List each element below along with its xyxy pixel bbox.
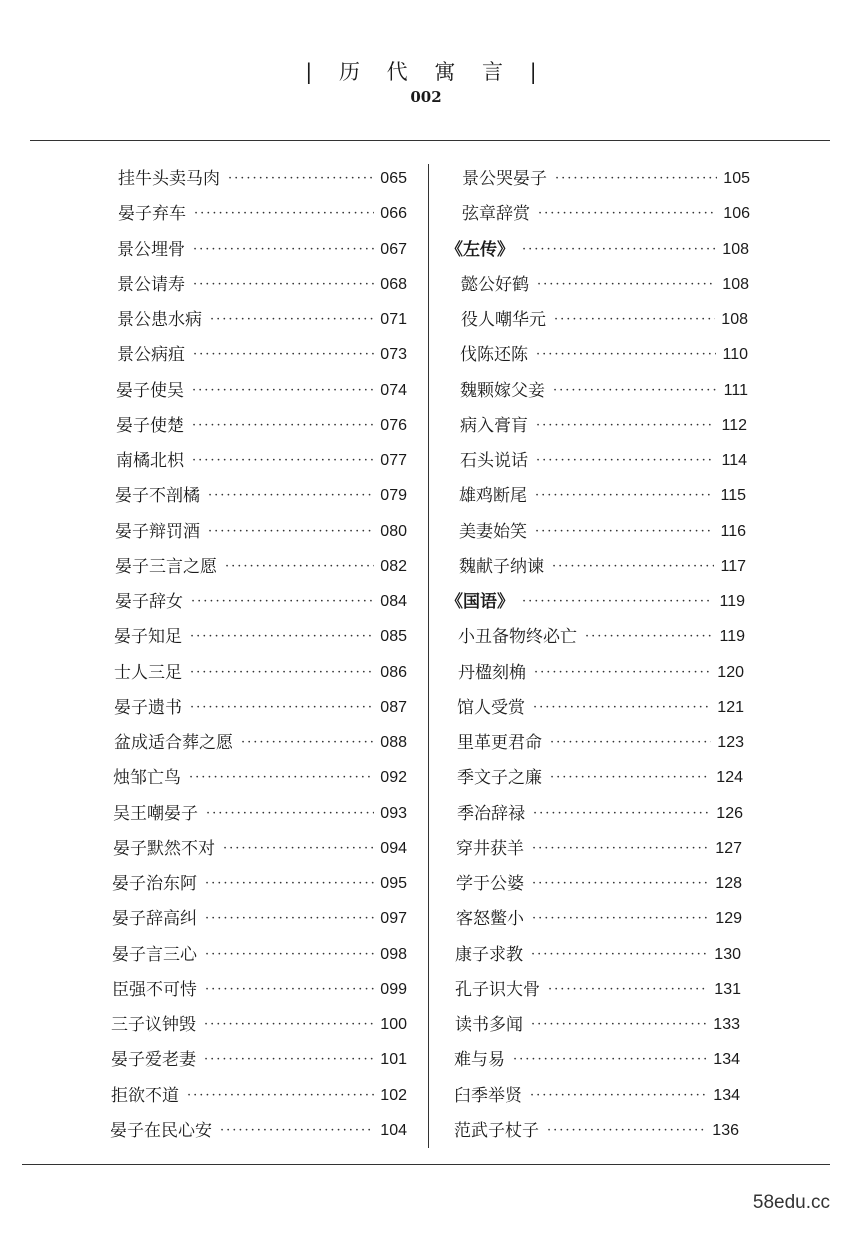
dot-leader <box>537 272 716 298</box>
toc-entry <box>113 801 407 827</box>
toc-entry <box>460 378 748 404</box>
toc-entry-title: 读书多闻 <box>455 1015 523 1035</box>
dot-leader <box>553 378 718 404</box>
dot-leader <box>192 378 374 404</box>
toc-entry <box>454 1083 740 1109</box>
dot-leader <box>193 272 374 298</box>
toc-entry-page: 117 <box>720 557 746 575</box>
toc-entry-page: 108 <box>722 275 749 293</box>
toc-entry-page: 136 <box>712 1121 739 1139</box>
toc-entry <box>115 483 407 509</box>
toc-entry-title: 晏子三言之愿 <box>115 556 217 577</box>
toc-entry-title: 晏子治东阿 <box>112 874 197 894</box>
dot-leader <box>536 413 715 439</box>
toc-entry-page: 076 <box>380 416 407 434</box>
toc-entry <box>116 448 407 474</box>
toc-entry <box>460 413 747 439</box>
toc-entry <box>114 730 407 756</box>
toc-entry-page: 112 <box>721 416 747 434</box>
toc-entry-title: 臼季举贤 <box>454 1085 522 1106</box>
toc-entry-title: 景公患水病 <box>117 310 202 330</box>
toc-entry-title: 季冶辞禄 <box>457 803 525 824</box>
toc-entry-page: 092 <box>380 769 407 787</box>
toc-entry-page: 124 <box>716 769 743 787</box>
toc-entry <box>456 906 742 932</box>
toc-entry-title: 弦章辞赏 <box>462 204 530 225</box>
toc-entry-page: 077 <box>380 452 407 469</box>
toc-entry-page: 068 <box>380 275 407 293</box>
toc-entry-page: 123 <box>717 734 744 751</box>
toc-entry <box>115 589 407 615</box>
toc-entry-page: 110 <box>722 346 748 364</box>
toc-entry-page: 119 <box>719 628 745 646</box>
toc-entry-page: 065 <box>380 170 407 187</box>
toc-entry-page: 119 <box>719 593 745 610</box>
dot-leader <box>220 1118 374 1144</box>
toc-entry-title: 难与易 <box>454 1050 505 1071</box>
dot-leader <box>191 589 374 615</box>
toc-entry-page: 101 <box>380 1051 407 1069</box>
dot-leader <box>513 1047 707 1073</box>
toc-entry <box>455 942 741 968</box>
toc-entry <box>455 977 741 1003</box>
toc-entry <box>115 519 407 545</box>
toc-entry <box>456 871 742 897</box>
toc-entry-page: 108 <box>721 311 748 328</box>
dot-leader <box>193 342 374 368</box>
dot-leader <box>530 1083 707 1109</box>
toc-entry <box>110 1118 407 1144</box>
toc-entry <box>455 1012 740 1038</box>
toc-entry-title: 晏子辞女 <box>115 592 183 612</box>
dot-leader <box>205 871 374 897</box>
toc-entry-page: 084 <box>380 593 407 610</box>
toc-entry-page: 098 <box>380 945 407 963</box>
footer-rule <box>22 1164 830 1165</box>
toc-entry <box>462 166 750 192</box>
toc-entry-title: 挂牛头卖马肉 <box>118 169 220 189</box>
toc-entry-page: 106 <box>723 205 750 223</box>
toc-entry-page: 126 <box>716 804 743 822</box>
dot-leader <box>204 1012 374 1038</box>
toc-entry-page: 082 <box>380 557 407 575</box>
toc-entry-page: 130 <box>714 945 741 963</box>
toc-entry-title: 晏子言三心 <box>112 944 197 965</box>
dot-leader <box>205 942 374 968</box>
toc-entry <box>117 342 407 368</box>
toc-entry-title: 臣强不可恃 <box>112 979 197 1000</box>
toc-entry <box>111 1083 407 1109</box>
toc-entry-title: 烛邹亡鸟 <box>113 768 181 789</box>
toc-entry-title: 景公哭晏子 <box>462 169 547 189</box>
dot-leader <box>225 554 374 580</box>
toc-entry <box>457 730 744 756</box>
toc-entry-title: 伐陈还陈 <box>460 345 528 366</box>
toc-entry-title: 病入膏肓 <box>460 415 528 436</box>
toc-entry <box>117 272 407 298</box>
toc-entry-page: 085 <box>380 628 407 646</box>
toc-entry-title: 士人三足 <box>114 662 182 683</box>
dot-leader <box>241 730 374 756</box>
dot-leader <box>522 589 713 615</box>
toc-entry-page: 102 <box>380 1086 407 1104</box>
dot-leader <box>205 977 374 1003</box>
toc-entry-title: 晏子辞高纠 <box>112 909 197 930</box>
toc-entry-page: 127 <box>715 839 742 857</box>
page-number: 002 <box>410 88 442 106</box>
dot-leader <box>192 448 374 474</box>
toc-entry <box>113 836 407 862</box>
toc-entry-page: 134 <box>713 1051 740 1069</box>
toc-entry-title: 穿井获羊 <box>456 838 524 859</box>
toc-entry-page: 121 <box>717 698 744 716</box>
toc-entry <box>116 413 407 439</box>
toc-entry-page: 074 <box>380 381 407 399</box>
toc-entry-page: 095 <box>380 875 407 892</box>
toc-entry-title: 馆人受赏 <box>457 697 525 718</box>
toc-entry-page: 108 <box>722 240 749 258</box>
toc-entry-page: 099 <box>380 980 407 998</box>
toc-section-heading <box>446 237 749 263</box>
dot-leader <box>550 730 711 756</box>
dot-leader <box>531 942 708 968</box>
toc-entry <box>461 272 749 298</box>
toc-entry-title: 役人嘲华元 <box>461 310 546 330</box>
toc-entry <box>454 1118 739 1144</box>
toc-entry-page: 073 <box>380 346 407 364</box>
toc-entry-title: 晏子弃车 <box>118 204 186 225</box>
dot-leader <box>533 695 711 721</box>
dot-leader <box>187 1083 374 1109</box>
toc-entry <box>457 765 743 791</box>
toc-entry-page: 115 <box>720 487 746 505</box>
dot-leader <box>522 237 716 263</box>
toc-entry <box>117 307 407 333</box>
watermark: 58edu.cc <box>752 1192 830 1213</box>
toc-entry-title: 三子议钟毁 <box>111 1015 196 1035</box>
dot-leader <box>206 801 374 827</box>
toc-entry <box>114 660 407 686</box>
dot-leader <box>531 1012 707 1038</box>
dot-leader <box>204 1047 374 1073</box>
toc-entry-title: 拒欲不道 <box>111 1085 179 1106</box>
toc-entry-page: 093 <box>380 804 407 822</box>
toc-entry-title: 《国语》 <box>446 592 514 612</box>
toc-section-heading <box>446 589 745 615</box>
toc-entry-title: 晏子使吴 <box>116 380 184 401</box>
column-divider <box>428 164 429 1148</box>
toc-entry-page: 086 <box>380 663 407 681</box>
dot-leader <box>533 801 710 827</box>
dot-leader <box>555 166 717 192</box>
dot-leader <box>532 871 709 897</box>
toc-entry-title: 晏子在民心安 <box>110 1120 212 1141</box>
dot-leader <box>205 906 374 932</box>
toc-entry <box>460 342 748 368</box>
toc-entry-title: 雄鸡断尾 <box>459 486 527 507</box>
dot-leader <box>547 1118 706 1144</box>
toc-entry-page: 067 <box>380 240 407 258</box>
toc-entry-title: 孔子识大骨 <box>455 979 540 1000</box>
toc-entry <box>115 554 407 580</box>
toc-entry-title: 学于公婆 <box>456 874 524 894</box>
toc-entry-page: 105 <box>723 170 750 187</box>
dot-leader <box>548 977 708 1003</box>
toc-entry-page: 088 <box>380 734 407 751</box>
toc-entry-title: 客怒鳖小 <box>456 909 524 930</box>
toc-entry-title: 吴王嘲晏子 <box>113 803 198 824</box>
toc-entry <box>459 483 746 509</box>
toc-entry-title: 景公病疽 <box>117 345 185 366</box>
dot-leader <box>193 237 374 263</box>
toc-entry <box>457 695 744 721</box>
toc-entry-title: 懿公好鹤 <box>461 274 529 295</box>
toc-entry-title: 魏颗嫁父妾 <box>460 380 545 401</box>
toc-entry-page: 079 <box>380 487 407 505</box>
toc-entry-title: 里革更君命 <box>457 733 542 753</box>
toc-entry <box>114 624 407 650</box>
toc-entry-title: 丹楹刻桷 <box>458 662 526 683</box>
running-head-title: | 历 代 寓 言 | <box>305 60 547 84</box>
dot-leader <box>208 483 374 509</box>
toc-entry-title: 美妻始笑 <box>459 521 527 542</box>
toc-entry <box>454 1047 740 1073</box>
dot-leader <box>532 906 709 932</box>
toc-entry <box>111 1047 407 1073</box>
toc-entry-page: 097 <box>380 910 407 928</box>
dot-leader <box>550 765 710 791</box>
toc-entry-page: 080 <box>380 522 407 540</box>
toc-entry <box>112 871 407 897</box>
toc-entry <box>112 942 407 968</box>
toc-entry <box>459 519 746 545</box>
toc-entry-page: 128 <box>715 875 742 892</box>
toc-entry-title: 盆成适合葬之愿 <box>114 733 233 753</box>
dot-leader <box>535 519 714 545</box>
toc-entry-page: 114 <box>721 452 747 469</box>
dot-leader <box>538 201 717 227</box>
toc-entry-title: 石头说话 <box>460 451 528 471</box>
toc-entry <box>113 765 407 791</box>
toc-entry <box>462 201 750 227</box>
toc-entry-title: 范武子杖子 <box>454 1120 539 1141</box>
toc-entry <box>112 977 407 1003</box>
dot-leader <box>536 448 715 474</box>
dot-leader <box>208 519 374 545</box>
toc-entry-page: 133 <box>713 1016 740 1033</box>
dot-leader <box>228 166 374 192</box>
dot-leader <box>534 660 711 686</box>
toc-entry-page: 129 <box>715 910 742 928</box>
dot-leader <box>532 836 709 862</box>
toc-entry-page: 111 <box>723 381 748 399</box>
toc-entry <box>458 660 744 686</box>
toc-entry-title: 季文子之廉 <box>457 768 542 789</box>
dot-leader <box>190 660 374 686</box>
toc-entry <box>112 906 407 932</box>
toc-entry <box>456 836 742 862</box>
toc-entry-title: 晏子不剖橘 <box>115 486 200 507</box>
toc-entry-page: 116 <box>720 522 746 540</box>
toc-entry-title: 晏子使楚 <box>116 415 184 436</box>
toc-entry-title: 晏子辩罚酒 <box>115 521 200 542</box>
dot-leader <box>190 624 374 650</box>
toc-entry-page: 104 <box>380 1121 407 1139</box>
dot-leader <box>585 624 713 650</box>
dot-leader <box>190 695 374 721</box>
header-rule <box>30 140 830 141</box>
toc-entry-title: 南橘北枳 <box>116 451 184 471</box>
dot-leader <box>210 307 374 333</box>
dot-leader <box>552 554 714 580</box>
toc-entry-page: 087 <box>380 698 407 716</box>
toc-entry-title: 《左传》 <box>446 239 514 260</box>
toc-entry-title: 魏献子纳谏 <box>459 556 544 577</box>
toc-entry-title: 景公请寿 <box>117 274 185 295</box>
toc-entry-title: 晏子遗书 <box>114 697 182 718</box>
toc-entry <box>111 1012 407 1038</box>
toc-entry <box>460 448 747 474</box>
dot-leader <box>194 201 374 227</box>
toc-entry <box>118 166 407 192</box>
toc-entry <box>116 378 407 404</box>
toc-entry <box>457 801 743 827</box>
toc-entry-title: 晏子知足 <box>114 627 182 648</box>
dot-leader <box>192 413 374 439</box>
toc-entry-title: 晏子爱老妻 <box>111 1050 196 1071</box>
toc-entry <box>458 624 745 650</box>
toc-entry <box>114 695 407 721</box>
dot-leader <box>554 307 715 333</box>
dot-leader <box>223 836 374 862</box>
toc-entry-page: 100 <box>380 1016 407 1033</box>
toc-entry <box>117 237 407 263</box>
toc-entry-title: 晏子默然不对 <box>113 838 215 859</box>
dot-leader <box>536 342 716 368</box>
toc-entry-page: 094 <box>380 839 407 857</box>
toc-entry-page: 134 <box>713 1086 740 1104</box>
dot-leader <box>535 483 714 509</box>
toc-entry <box>459 554 746 580</box>
toc-entry-page: 131 <box>714 980 741 998</box>
dot-leader <box>189 765 374 791</box>
toc-entry-page: 071 <box>380 311 407 328</box>
toc-entry-title: 小丑备物终必亡 <box>458 627 577 648</box>
toc-entry <box>461 307 748 333</box>
toc-entry-title: 景公埋骨 <box>117 239 185 260</box>
toc-entry-page: 120 <box>717 663 744 681</box>
toc-entry <box>118 201 407 227</box>
toc-entry-page: 066 <box>380 205 407 223</box>
toc-entry-title: 康子求教 <box>455 944 523 965</box>
